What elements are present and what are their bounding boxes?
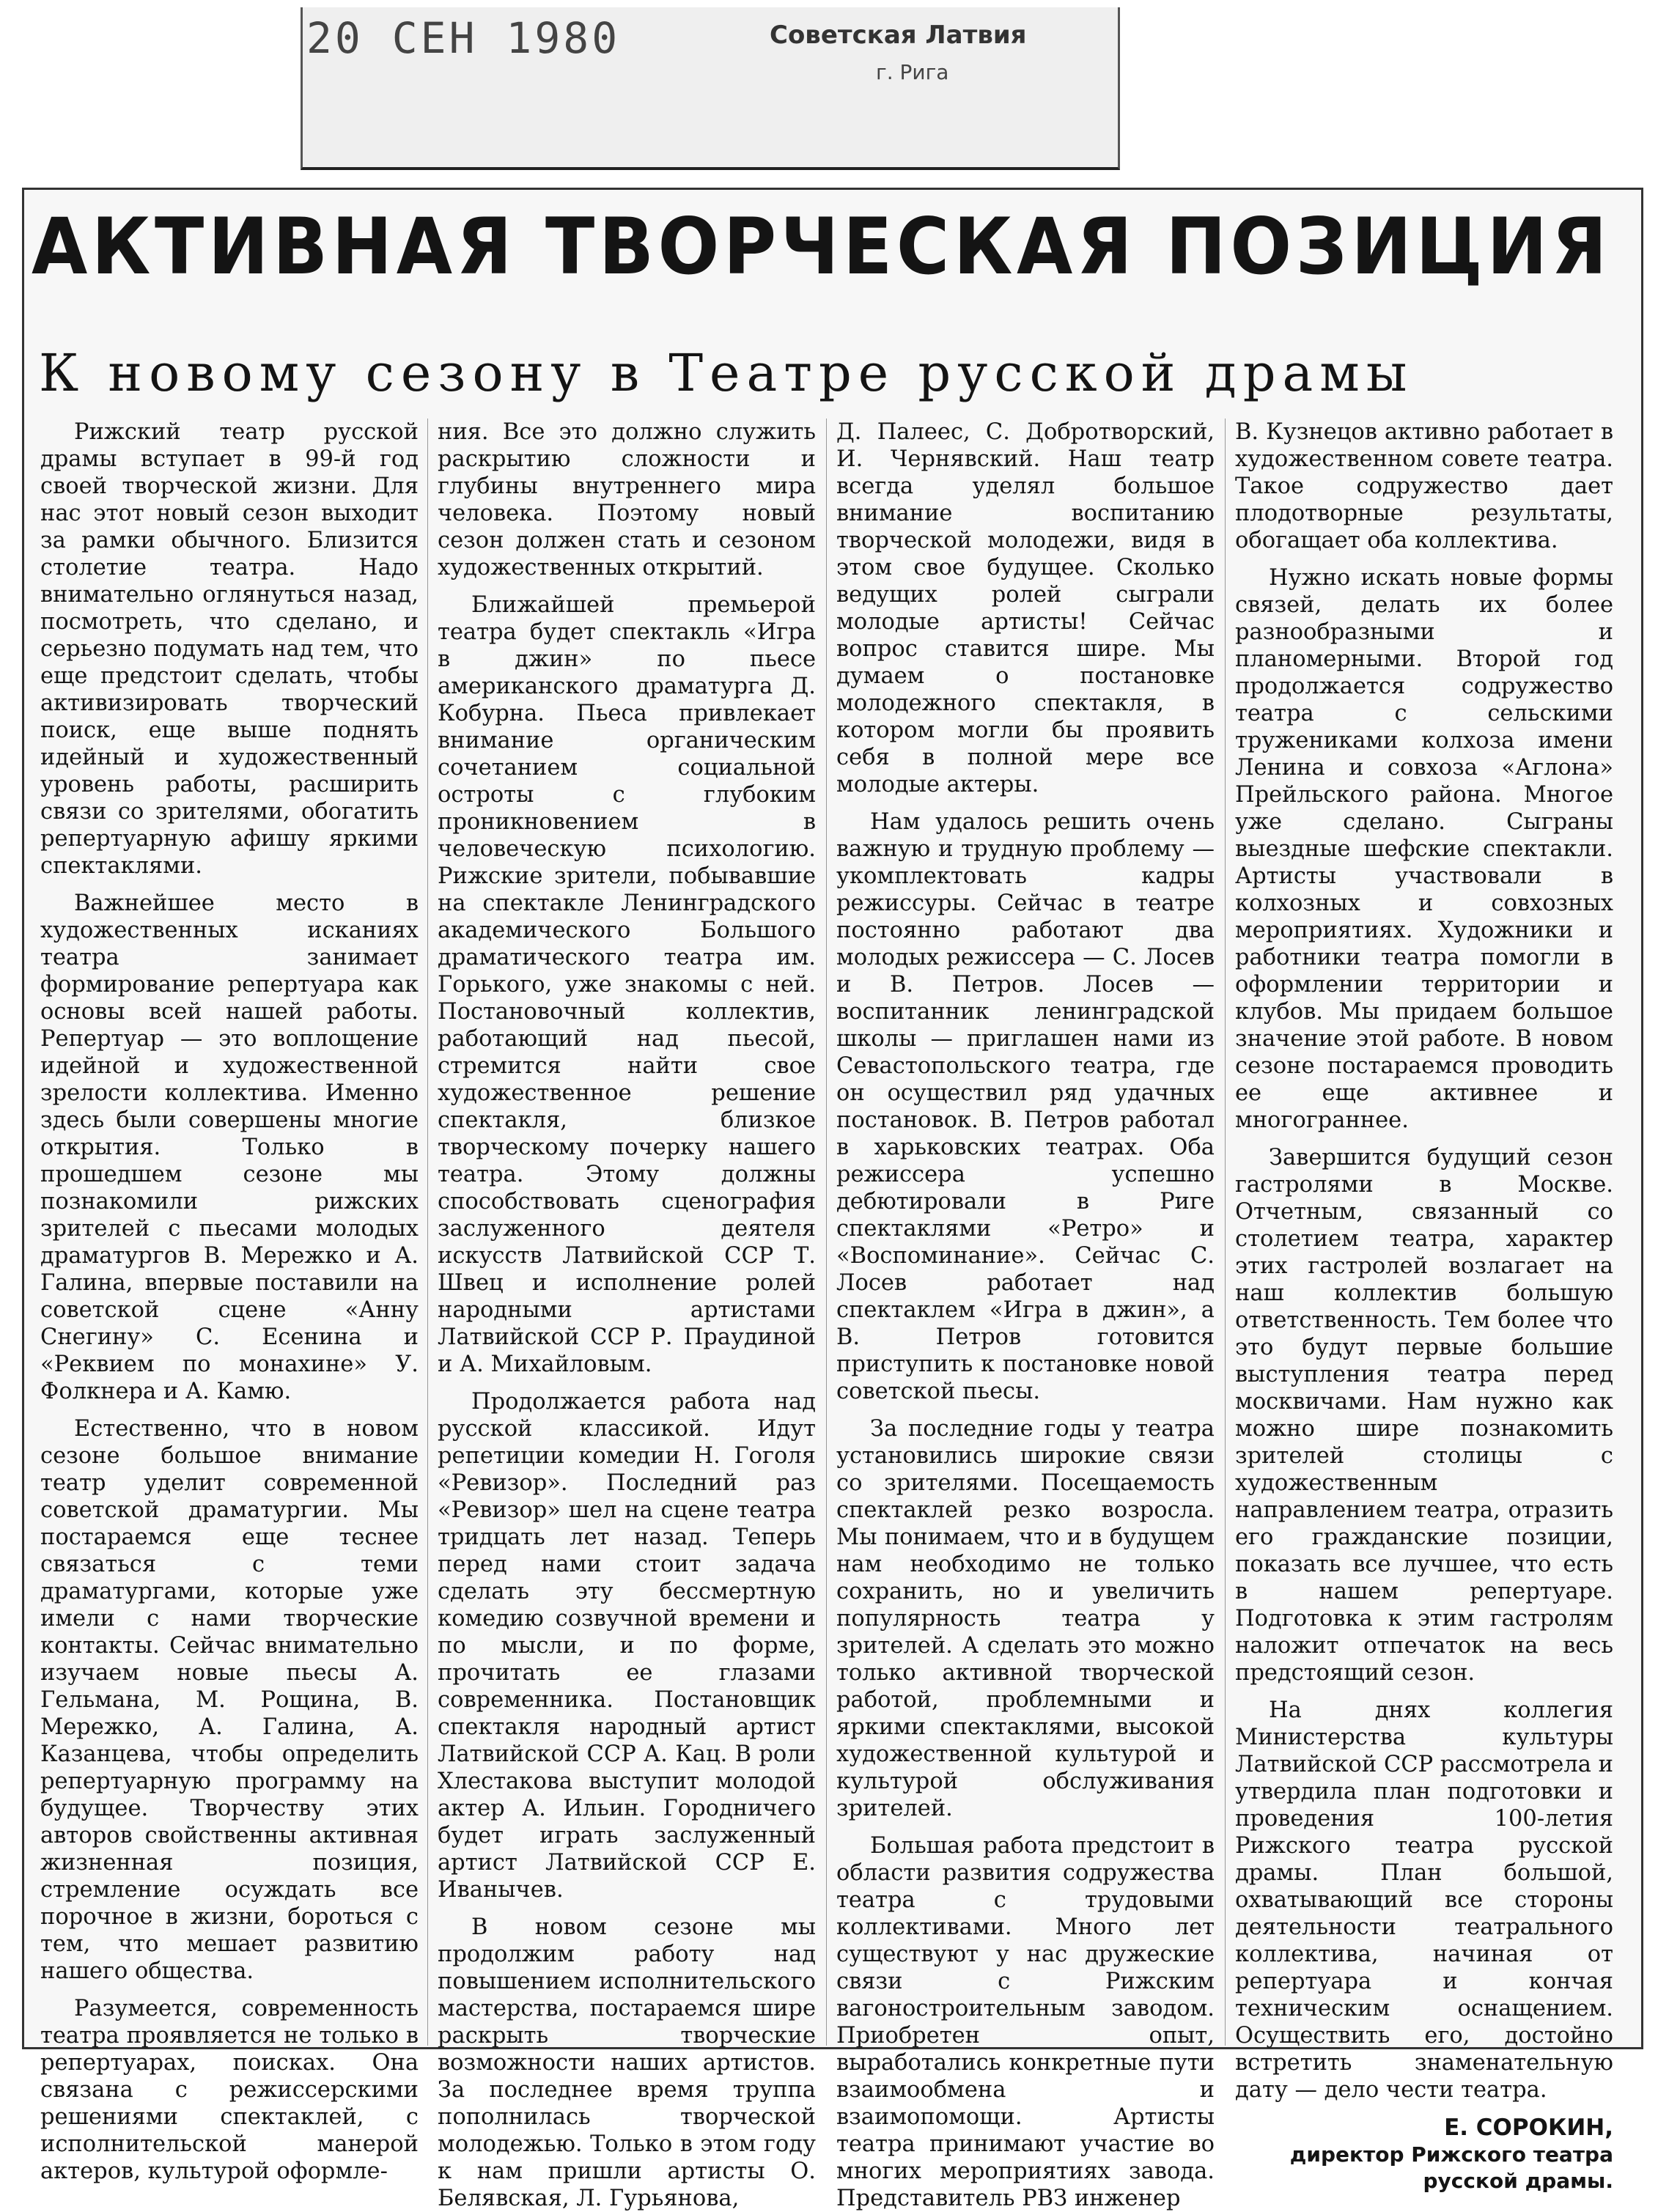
- paragraph: Ближайшей премьерой театра будет спектакль «Игра в джин» по пьесе американского драматурга Д. Кобурна. Пьеса привлекает внимание органическим сочетанием социальной остроты с глубоким проникновением в человеческую психологию. Рижские зрители, побывавшие на спектакле Ленинградского академического Большого драматического театра им. Горького, уже знакомы с ней. Постановочный коллектив, работающий над пьесой, стремится найти свое художественное решение спектакля, близкое творческому почерку нашего театра. Этому должны способствовать сценография заслуженного деятеля искусств Латвийской ССР Т. Швец и исполнение ролей народными артистами Латвийской ССР Р. Праудиной и А. Михайловым.: [438, 592, 816, 1377]
- paragraph: Продолжается работа над русской классикой. Идут репетиции комедии Н. Гоголя «Ревизор». Последний раз «Ревизор» шел на сцене театра тридцать лет назад. Теперь перед нами стоит задача сделать эту бессмертную комедию созвучной времени и по мысли, и по форме, прочитать ее глазами современника. Постановщик спектакля народный артист Латвийской ССР А. Кац. В роли Хлестакова выступит молодой актер А. Ильин. Городничего будет играть заслуженный артист Латвийской ССР Е. Иванычев.: [438, 1389, 816, 1903]
- newspaper-name: Советская Латвия: [770, 21, 1027, 50]
- paragraph: Естественно, что в новом сезоне большое внимание театр уделит современной советской драматургии. Мы постараемся еще теснее связаться с теми драматургами, которые уже имели с нами творческие контакты. Сейчас внимательно изучаем новые пьесы А. Гельмана, М. Рощина, В. Мережко, А. Галина, А. Казанцева, чтобы определить репертуарную программу на будущее. Творчеству этих авторов свойственны активная жизненная позиция, стремление осуждать все порочное в жизни, бороться с тем, что мешает развитию нашего общества.: [40, 1416, 419, 1984]
- paragraph: ния. Все это должно служить раскрытию сложности и глубины внутреннего мира человека. Поэтому новый сезон должен стать и сезоном художественных открытий.: [438, 419, 816, 580]
- paragraph: В. Кузнецов активно работает в художественном совете театра. Такое содружество дает плодотворные результаты, обогащает оба коллектива.: [1235, 419, 1613, 553]
- date-stamp: 20 СЕН 1980: [306, 13, 621, 63]
- paragraph: Д. Палеес, С. Добротворский, И. Чернявский. Наш театр всегда уделял большое внимание воспитанию творческой молодежи, видя в этом свое будущее. Сколько ведущих ролей сыграли молодые артисты! Сейчас вопрос ставится шире. Мы думаем о постановке молодежного спектакля, в котором могли бы проявить себя в полной мере все молодые актеры.: [836, 419, 1215, 797]
- paragraph: На днях коллегия Министерства культуры Латвийской ССР рассмотрела и утвердила план подготовки и проведения 100-летия Рижского театра русской драмы. План большой, охватывающий все стороны деятельности театрального коллектива, начиная от репертуара и кончая техническим оснащением. Осуществить его, достойно встретить знаменательную дату — дело чести театра.: [1235, 1697, 1613, 2103]
- paragraph: Завершится будущий сезон гастролями в Москве. Отчетным, связанный со столетием театра, характер этих гастролей возлагает на наш коллектив большую ответственность. Тем более что это будут первые большие выступления театра перед москвичами. Нам нужно как можно шире познакомить зрителей столицы с художественным направлением театра, отразить его гражданские позиции, показать все лучшее, что есть в нашем репертуаре. Подготовка к этим гастролям наложит отпечаток на весь предстоящий сезон.: [1235, 1145, 1613, 1686]
- article-subheadline: К новому сезону в Театре русской драмы: [39, 343, 1414, 403]
- paragraph: Важнейшее место в художественных исканиях театра занимает формирование репертуара как основы всей нашей работы. Репертуар — это воплощение идейной и художественной зрелости коллектива. Именно здесь были совершены многие открытия. Только в прошедшем сезоне мы познакомили рижских зрителей с пьесами молодых драматургов В. Мережко и А. Галина, впервые поставили на советской сцене «Анну Снегину» С. Есенина и «Реквием по монахине» У. Фолкнера и А. Камю.: [40, 891, 419, 1404]
- article-column-3: [836, 419, 1215, 2211]
- column-divider: [427, 419, 428, 2046]
- paragraph: За последние годы у театра установились широкие связи со зрителями. Посещаемость спектаклей резко возросла. Мы понимаем, что и в будущем нам необходимо не только сохранить, но и увеличить популярность театра у зрителей. А сделать это можно только активной творческой работой, проблемными и яркими спектаклями, высокой художественной культурой и культурой обслуживания зрителей.: [836, 1416, 1215, 1821]
- paragraph: Нам удалось решить очень важную и трудную проблему — укомплектовать кадры режиссуры. Сейчас в театре постоянно работают два молодых режиссера — С. Лосев и В. Петров. Лосев — воспитанник ленинградской школы — приглашен нами из Севастопольского театра, где он осуществил ряд удачных постановок. В. Петров работал в харьковских театрах. Оба режиссера успешно дебютировали в Риге спектаклями «Ретро» и «Воспоминание». Сейчас С. Лосев работает над спектаклем «Игра в джин», а В. Петров готовится приступить к постановке новой советской пьесы.: [836, 809, 1215, 1404]
- paragraph: В новом сезоне мы продолжим работу над повышением исполнительского мастерства, постараемся шире раскрыть творческие возможности наших артистов. За последнее время труппа пополнилась творческой молодежью. Только в этом году к нам пришли артисты О. Белявская, Л. Гурьянова,: [438, 1914, 816, 2211]
- article-column-4: [1235, 419, 1613, 2193]
- article-headline: АКТИВНАЯ ТВОРЧЕСКАЯ ПОЗИЦИЯ: [32, 202, 1612, 292]
- article-column-2: [438, 419, 816, 2211]
- paragraph: Нужно искать новые формы связей, делать их более разнообразными и планомерными. Второй год продолжается содружество театра с сельскими тружениками колхоза имени Ленина и совхоза «Аглона» Прейльского района. Многое уже сделано. Сыграны выездные шефские спектакли. Артисты участвовали в колхозных и совхозных мероприятиях. Художники и работники театра помогли в оформлении территории и клубов. Мы придаем большое значение этой работе. В новом сезоне постараемся проводить ее еще активнее и многограннее.: [1235, 565, 1613, 1133]
- author-signature: [1235, 2114, 1613, 2194]
- column-divider: [1225, 419, 1226, 2046]
- article-column-1: [40, 419, 419, 2184]
- paragraph: Рижский театр русской драмы вступает в 99-й год своей творческой жизни. Для нас этот новый сезон выходит за рамки обычного. Близится столетие театра. Надо внимательно оглянуться назад, посмотреть, что сделано, и серьезно подумать над тем, что еще предстоит сделать, чтобы активизировать творческий поиск, еще выше поднять идейный и художественный уровень работы, расширить связи со зрителями, обогатить репертуарную афишу яркими спектаклями.: [40, 419, 419, 879]
- paragraph: Большая работа предстоит в области развития содружества театра с трудовыми коллективами. Много лет существуют у нас дружеские связи с Рижским вагоностроительным заводом. Приобретен опыт, выработались конкретные пути взаимообмена и взаимопомощи. Артисты театра принимают участие во многих мероприятиях завода. Представитель РВЗ инженер: [836, 1833, 1215, 2211]
- author-title: директор Рижского театра русской драмы.: [1289, 2142, 1613, 2193]
- author-name: Е. СОРОКИН,: [1444, 2115, 1613, 2141]
- column-divider: [826, 419, 827, 2046]
- paragraph: Разумеется, современность театра проявляется не только в репертуарах, поисках. Она связана с режиссерскими решениями спектаклей, с исполнительской манерой актеров, культурой оформле-: [40, 1996, 419, 2184]
- newspaper-city: г. Рига: [876, 60, 949, 84]
- article-clipping: [22, 188, 1643, 2211]
